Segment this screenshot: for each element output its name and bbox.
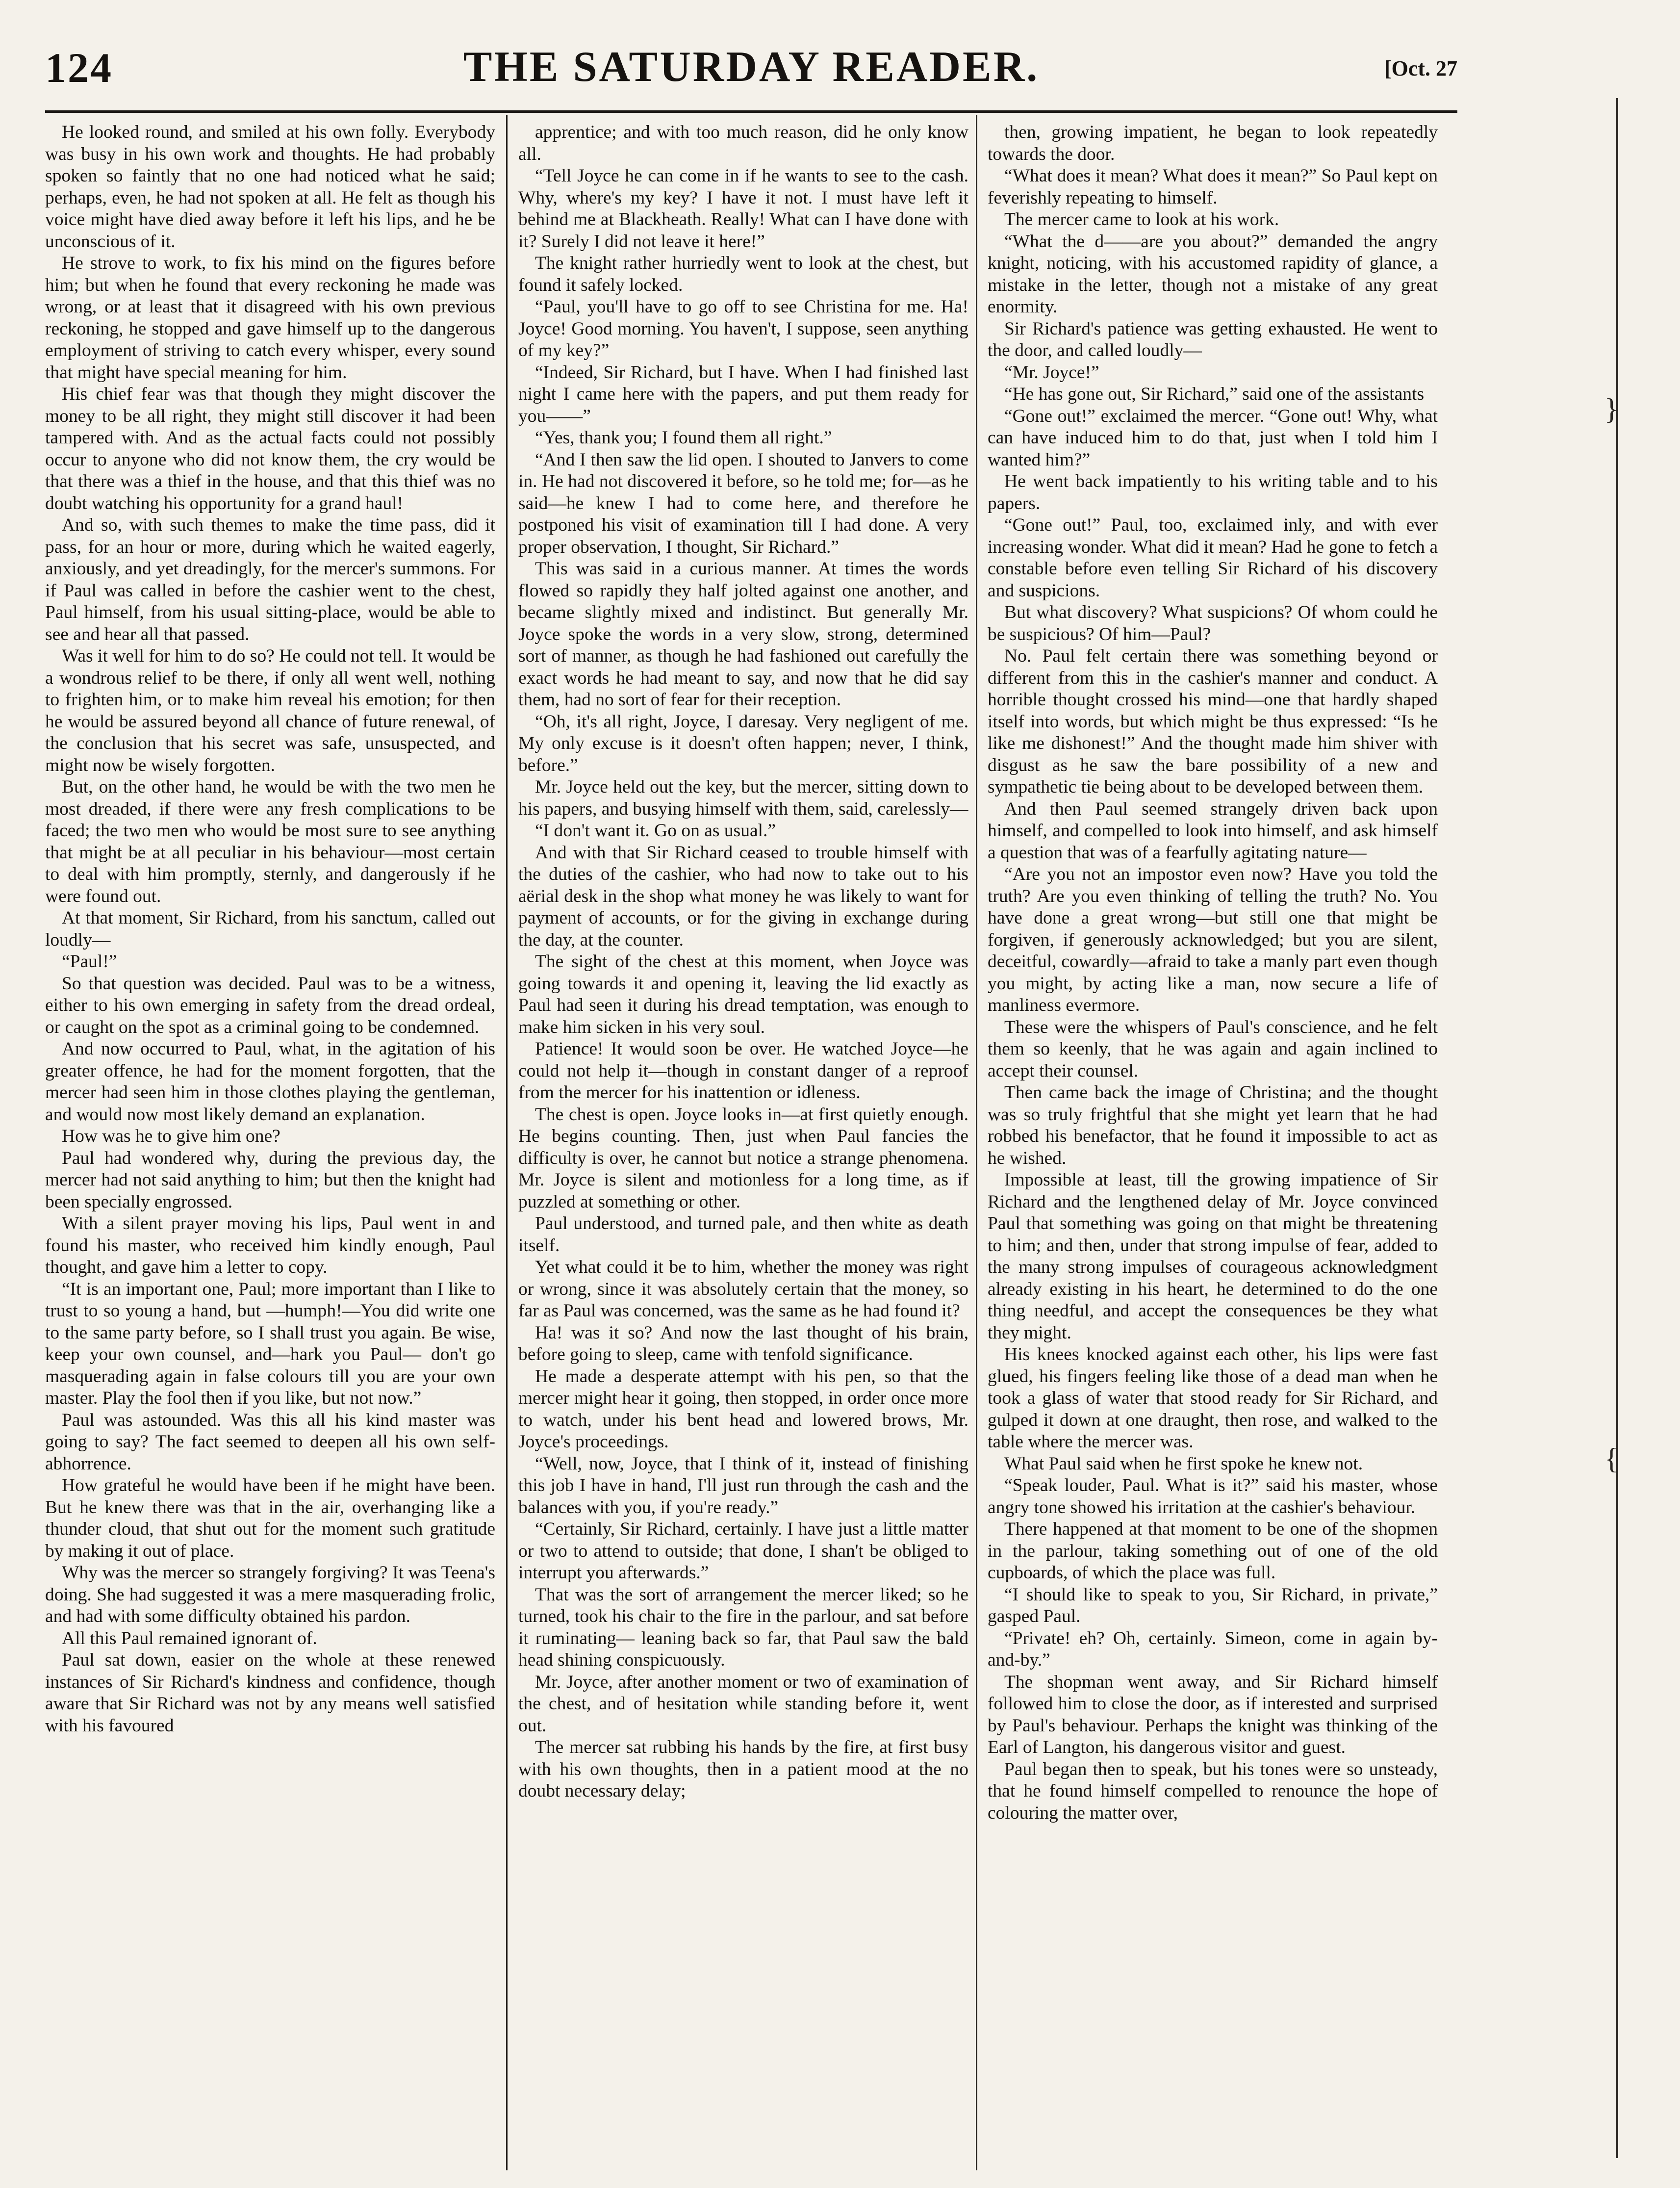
paragraph: He strove to work, to fix his mind on the figures before him; but when he found that every reckoning he made was wrong, or at least that it disagreed with his own previous reckoning, he stopped and gave himself up to the dangerous employment of striving to catch every whisper, every sound that might have special meaning for him. bbox=[45, 253, 495, 383]
paragraph: Mr. Joyce held out the key, but the mercer, sitting down to his papers, and busying himself with them, said, carelessly— bbox=[518, 777, 968, 819]
paragraph: Ha! was it so? And now the last thought of his brain, before going to sleep, came with tenfold significance. bbox=[518, 1322, 968, 1364]
paragraph: His knees knocked against each other, his lips were fast glued, his fingers feeling like those of a dead man when he took a glass of water that stood ready for Sir Richard, and gulped it down at one draught, then rose, and walked to the table where the mercer was. bbox=[988, 1344, 1438, 1452]
paragraph: The mercer sat rubbing his hands by the fire, at first busy with his own thoughts, then in a patient mood at the no doubt necessary delay; bbox=[518, 1737, 968, 1801]
paragraph: then, growing impatient, he began to look repeatedly towards the door. bbox=[988, 122, 1438, 164]
paragraph: What Paul said when he first spoke he knew not. bbox=[1004, 1453, 1363, 1474]
margin-mark: { bbox=[1604, 1442, 1619, 1475]
paragraph: All this Paul remained ignorant of. bbox=[62, 1628, 317, 1648]
text-column-1 bbox=[45, 122, 495, 2167]
paragraph: The chest is open. Joyce looks in—at first quietly enough. He begins counting. Then, just when Paul fancies the difficulty is over, he cannot but notice a strange phenomena. Mr. Joyce is silent and motionless for a long time, as if puzzled at something or other. bbox=[518, 1104, 968, 1212]
paragraph: The mercer came to look at his work. bbox=[1004, 209, 1279, 230]
paragraph: “Speak louder, Paul. What is it?” said his master, whose angry tone showed his irritation at the cashier's behaviour. bbox=[988, 1475, 1438, 1518]
paragraph: And so, with such themes to make the time pass, did it pass, for an hour or more, during which he waited eagerly, anxiously, and yet dreadingly, for the mercer's summons. For if Paul was called in before the cashier went to the chest, Paul himself, from his usual sitting-place, would be able to see and hear all that passed. bbox=[45, 515, 495, 644]
paragraph: “What does it mean? What does it mean?” So Paul kept on feverishly repeating to himself. bbox=[988, 166, 1438, 208]
paragraph: “Mr. Joyce!” bbox=[1004, 362, 1099, 383]
paragraph: This was said in a curious manner. At times the words flowed so rapidly they half jolted against one another, and became slightly mixed and indistinct. But generally Mr. Joyce spoke the words in a very slow, strong, determined sort of manner, as though he had fashioned out carefully the exact words he had meant to say, and now that he did say them, had no sort of fear for their reception. bbox=[518, 559, 968, 710]
paragraph: “Paul!” bbox=[62, 952, 117, 972]
paragraph: Mr. Joyce, after another moment or two of examination of the chest, and of hesitation while standing before it, went out. bbox=[518, 1672, 968, 1736]
page-header bbox=[45, 39, 1457, 113]
paragraph: “It is an important one, Paul; more important than I like to trust to so young a hand, but —humph!—You did write one to the same party before, so I shall trust you again. Be wise, keep your own counsel, and—hark you Paul— don't go masquerading again in false colours till you are your own master. Play the fool then if you like, but not now.” bbox=[45, 1279, 495, 1408]
paragraph: At that moment, Sir Richard, from his sanctum, called out loudly— bbox=[45, 908, 495, 950]
paragraph: “Paul, you'll have to go off to see Christina for me. Ha! Joyce! Good morning. You haven't, I suppose, seen anything of my key?” bbox=[518, 297, 968, 360]
paragraph: “Tell Joyce he can come in if he wants to see to the cash. Why, where's my key? I have it not. I must have left it behind me at Blackheath. Really! What can I have done with it? Surely I did not leave it here!” bbox=[518, 166, 968, 252]
paragraph: “Well, now, Joyce, that I think of it, instead of finishing this job I have in hand, I'll just run through the cash and the balances with you, if you're ready.” bbox=[518, 1453, 968, 1518]
paragraph: He went back impatiently to his writing table and to his papers. bbox=[988, 471, 1438, 514]
paragraph: “And I then saw the lid open. I shouted to Janvers to come in. He had not discovered it before, so he told me; for—as he said—he knew I had to come here, and therefore he postponed his visit of examination till I had done. A very proper observation, I thought, Sir Richard.” bbox=[518, 449, 968, 557]
paragraph: And now occurred to Paul, what, in the agitation of his greater offence, he had for the moment forgotten, that the mercer had seen him in those clothes playing the gentleman, and would now most likely demand an explanation. bbox=[45, 1039, 495, 1125]
paragraph: “I don't want it. Go on as usual.” bbox=[535, 821, 776, 841]
paragraph: And then Paul seemed strangely driven back upon himself, and compelled to look into himself, and ask himself a question that was of a fearfully agitating nature— bbox=[988, 798, 1438, 863]
paragraph: Why was the mercer so strangely forgiving? It was Teena's doing. She had suggested it was a mere masquerading frolic, and had with some difficulty obtained his pardon. bbox=[45, 1563, 495, 1626]
margin-mark: } bbox=[1604, 393, 1619, 425]
paragraph: And with that Sir Richard ceased to trouble himself with the duties of the cashier, who had now to take out to his aërial desk in the shop what money he was likely to want for payment of accounts, or for the giving in exchange during the day, at the counter. bbox=[518, 842, 968, 950]
paragraph: Yet what could it be to him, whether the money was right or wrong, since it was absolutely certain that the money, so far as Paul was concerned, was the same as he had found it? bbox=[518, 1257, 968, 1321]
paragraph: Paul sat down, easier on the whole at these renewed instances of Sir Richard's kindness and confidence, though aware that Sir Richard was not by any means well satisfied with his favoured bbox=[45, 1650, 495, 1736]
paragraph: Paul began then to speak, but his tones were so unsteady, that he found himself compelled to renounce the hope of colouring the matter over, bbox=[988, 1759, 1438, 1823]
paragraph: Patience! It would soon be over. He watched Joyce—he could not help it—though in constant danger of a reproof from the mercer for his inattention or idleness. bbox=[518, 1039, 968, 1103]
paragraph: “Gone out!” Paul, too, exclaimed inly, and with ever increasing wonder. What did it mean? Had he gone to fetch a constable before even telling Sir Richard of his discovery and suspicions. bbox=[988, 515, 1438, 601]
paragraph: That was the sort of arrangement the mercer liked; so he turned, took his chair to the fire in the parlour, and sat before it ruminating— leaning back so far, that Paul saw the bald head shining conspicuously. bbox=[518, 1584, 968, 1670]
paragraph: But what discovery? What suspicions? Of whom could he be suspicious? Of him—Paul? bbox=[988, 602, 1438, 644]
issue-date: [Oct. 27 bbox=[1384, 56, 1457, 80]
paragraph: With a silent prayer moving his lips, Paul went in and found his master, who received him kindly enough, Paul thought, and gave him a letter to copy. bbox=[45, 1213, 495, 1277]
paragraph: Was it well for him to do so? He could not tell. It would be a wondrous relief to be there, if only all went well, nothing to frighten him, or to make him reveal his emotion; for then he would be assured beyond all chance of future renewal, of the conclusion that his secret was safe, unsuspected, and might now be wisely forgotten. bbox=[45, 646, 495, 775]
paragraph: He looked round, and smiled at his own folly. Everybody was busy in his own work and thoughts. He had probably spoken so faintly that no one had noticed what he said; perhaps, even, he had not spoken at all. He felt as though his voice might have died away before it left his lips, and he be unconscious of it. bbox=[45, 122, 495, 252]
paragraph: “What the d——are you about?” demanded the angry knight, noticing, with his accustomed rapidity of glance, a mistake in the letter, though not a mistake of any great enormity. bbox=[988, 231, 1438, 317]
paragraph: How was he to give him one? bbox=[62, 1126, 280, 1146]
paragraph: “Gone out!” exclaimed the mercer. “Gone out! Why, what can have induced him to do that, just when I told him I wanted him?” bbox=[988, 406, 1438, 470]
column-divider bbox=[506, 115, 508, 2170]
paragraph: There happened at that moment to be one of the shopmen in the parlour, taking something out of one of the old cupboards, of which the place was full. bbox=[988, 1519, 1438, 1583]
column-divider bbox=[976, 115, 977, 2170]
paragraph: Paul was astounded. Was this all his kind master was going to say? The fact seemed to deepen all his own self-abhorrence. bbox=[45, 1410, 495, 1474]
paragraph: “I should like to speak to you, Sir Richard, in private,” gasped Paul. bbox=[988, 1584, 1438, 1626]
paragraph: No. Paul felt certain there was something beyond or different from this in the cashier's manner and conduct. A horrible thought crossed his mind—one that hardly shaped itself into words, but which might be thus expressed: “Is he like me dishonest!” And the thought made him shiver with disgust as he saw the bare possibility of a new and sympathetic tie being about to be developed between them. bbox=[988, 646, 1438, 797]
paragraph: Paul understood, and turned pale, and then white as death itself. bbox=[518, 1213, 968, 1256]
paragraph: “He has gone out, Sir Richard,” said one of the assistants bbox=[1004, 384, 1425, 404]
paragraph: Paul had wondered why, during the previous day, the mercer had not said anything to him; but then the knight had been specially engrossed. bbox=[45, 1148, 495, 1212]
paragraph: apprentice; and with too much reason, did he only know all. bbox=[518, 122, 968, 164]
text-column-2 bbox=[518, 122, 968, 2167]
text-column-3 bbox=[988, 122, 1438, 2167]
paragraph: Sir Richard's patience was getting exhausted. He went to the door, and called loudly— bbox=[988, 318, 1438, 360]
paragraph: How grateful he would have been if he might have been. But he knew there was that in the air, overhanging like a thunder cloud, that shut out for the moment such gratitude by making it out of place. bbox=[45, 1475, 495, 1561]
paragraph: The sight of the chest at this moment, when Joyce was going towards it and opening it, leaving the lid exactly as Paul had seen it during his dread temptation, was enough to make him sicken in his very soul. bbox=[518, 952, 968, 1037]
paragraph: “Yes, thank you; I found them all right.” bbox=[535, 428, 832, 448]
header-rule bbox=[45, 110, 1457, 113]
paragraph: Impossible at least, till the growing impatience of Sir Richard and the lengthened delay of Mr. Joyce convinced Paul that something was going on that might be threatening to him; and then, under that strong impulse of fear, added to the many strong impulses of courageous acknowledgment already existing in his heart, he determined to do the one thing needful, and accept the consequences be they what they might. bbox=[988, 1170, 1438, 1343]
paragraph: His chief fear was that though they might discover the money to be all right, they might still discover it had been tampered with. And as the actual facts could not possibly occur to anyone who did not know them, the cry would be that there was a thief in the house, and that this thief was no doubt watching his opportunity for a grand haul! bbox=[45, 384, 495, 514]
paragraph: “Are you not an impostor even now? Have you told the truth? Are you even thinking of telling the truth? No. You have done a great wrong—but still one that might be forgiven, if generously acknowledged; but you are silent, deceitful, cowardly—afraid to take a manly part even though you might, by acting like a man, now secure a life of manliness evermore. bbox=[988, 864, 1438, 1015]
paragraph: So that question was decided. Paul was to be a witness, either to his own emerging in safety from the dread ordeal, or caught on the spot as a criminal going to be condemned. bbox=[45, 973, 495, 1037]
paragraph: Then came back the image of Christina; and the thought was so truly frightful that she might yet learn that he had robbed his benefactor, that he found it impossible to act as he wished. bbox=[988, 1082, 1438, 1168]
paragraph: “Private! eh? Oh, certainly. Simeon, come in again by-and-by.” bbox=[988, 1628, 1438, 1670]
paragraph: But, on the other hand, he would be with the two men he most dreaded, if there were any fresh complications to be faced; the two men who would be most sure to see anything that might be at all peculiar in his behaviour—most certain to deal with him promptly, sternly, and dangerously if he were found out. bbox=[45, 777, 495, 906]
page-number: 124 bbox=[45, 44, 113, 91]
paragraph: The knight rather hurriedly went to look at the chest, but found it safely locked. bbox=[518, 253, 968, 295]
paragraph: These were the whispers of Paul's conscience, and he felt them so keenly, that he was again and again inclined to accept their counsel. bbox=[988, 1017, 1438, 1081]
paragraph: He made a desperate attempt with his pen, so that the mercer might hear it going, then stopped, in order once more to watch, under his bent head and lowered brows, Mr. Joyce's proceedings. bbox=[518, 1366, 968, 1452]
paragraph: “Indeed, Sir Richard, but I have. When I had finished last night I came here with the papers, and put them ready for you——” bbox=[518, 362, 968, 426]
paragraph: “Oh, it's all right, Joyce, I daresay. Very negligent of me. My only excuse is it doesn't often happen; never, I think, before.” bbox=[518, 711, 968, 775]
paragraph: “Certainly, Sir Richard, certainly. I have just a little matter or two to attend to outside; that done, I shan't be obliged to interrupt you afterwards.” bbox=[518, 1519, 968, 1583]
masthead-title: THE SATURDAY READER. bbox=[463, 43, 1040, 91]
paragraph: The shopman went away, and Sir Richard himself followed him to close the door, as if interested and surprised by Paul's behaviour. Perhaps the knight was thinking of the Earl of Langton, his dangerous visitor and guest. bbox=[988, 1672, 1438, 1757]
